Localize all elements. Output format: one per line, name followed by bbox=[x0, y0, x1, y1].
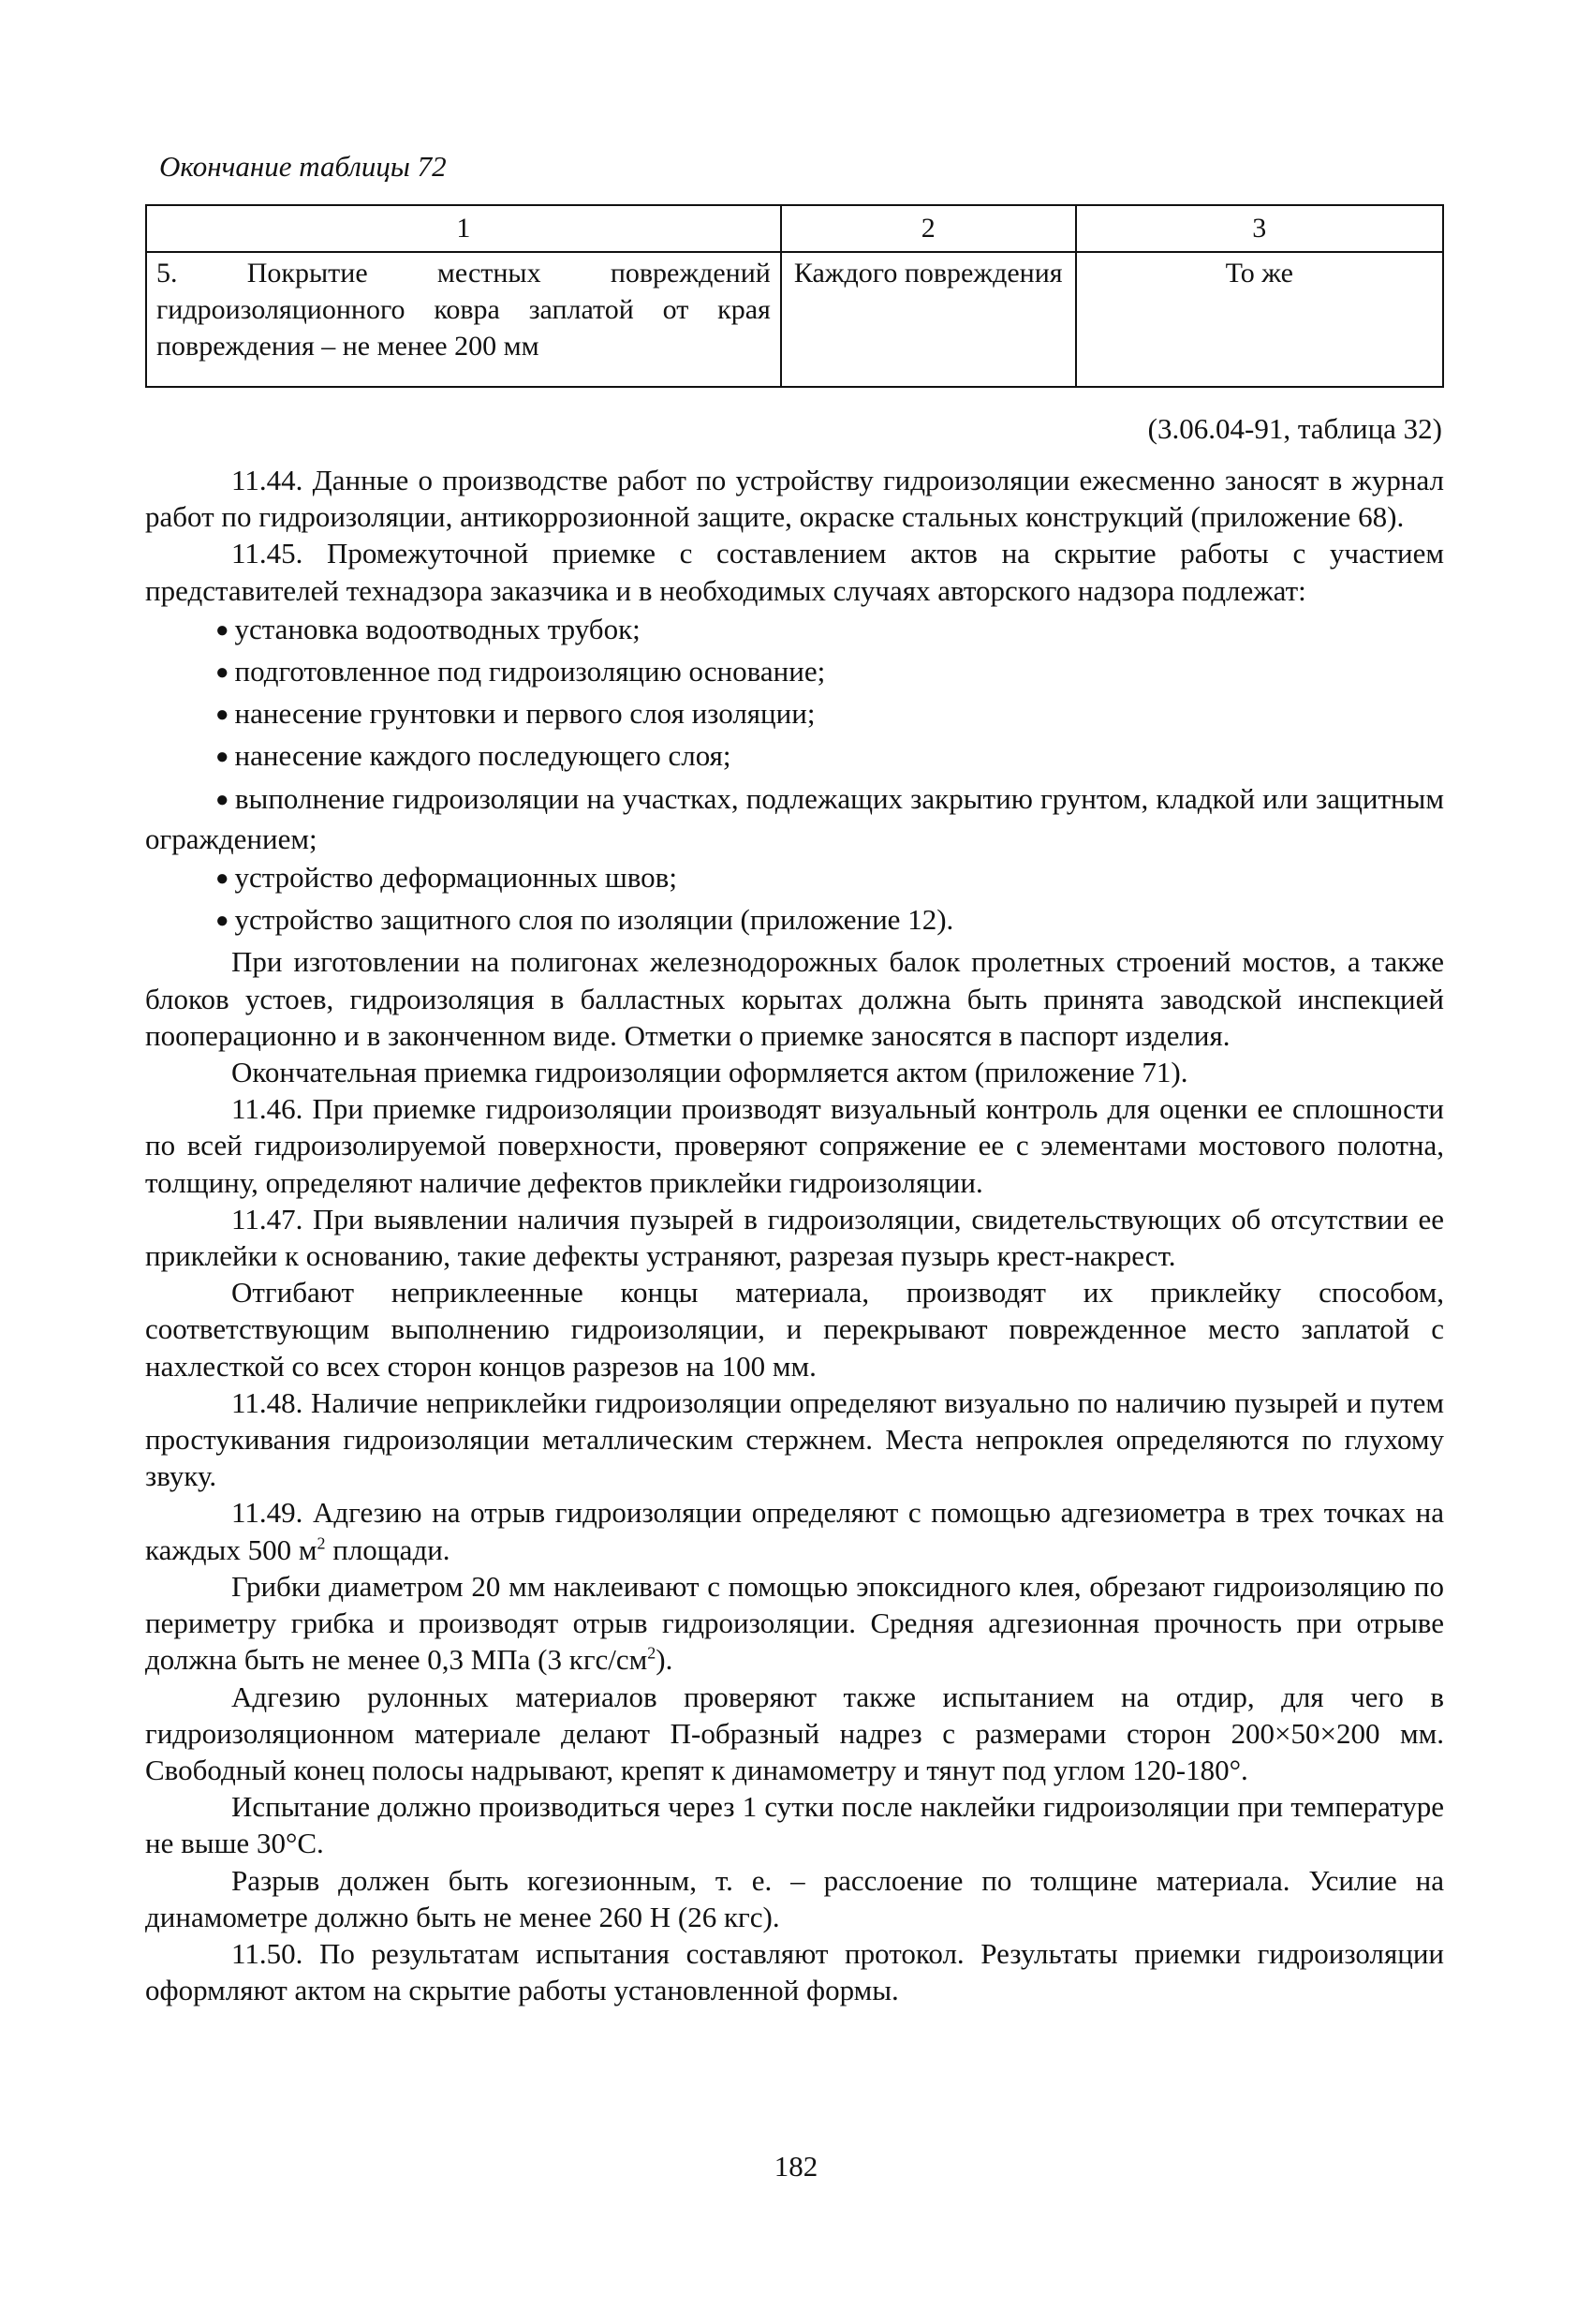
table-caption: Окончание таблицы 72 bbox=[159, 150, 447, 183]
table-cell-requirement: 5. Покрытие местных повреждений гидроизоляционного ковра заплатой от края повреждения – не менее 200 мм bbox=[146, 252, 781, 387]
paragraph-polygon: При изготовлении на полигонах железнодорожных балок пролетных строений мостов, а также блоков устоев, гидроизоляция в балластных корытах должна быть принята заводской инспекцией пооперационно и в законченном виде. Отметки о приемке заносятся в паспорт изделия. bbox=[145, 945, 1444, 1052]
table-cell-frequency: Каждого повреждения bbox=[781, 252, 1076, 387]
table-header-row bbox=[146, 205, 1443, 252]
bullet-icon: ● bbox=[215, 866, 229, 892]
table-header-cell: 2 bbox=[781, 205, 1076, 252]
paragraph-razryv: Разрыв должен быть когезионным, т. е. – расслоение по толщине материала. Усилие на динамометре должно быть не менее 260 Н (26 кгс). bbox=[145, 1863, 1444, 1933]
list-item: ● нанесение грунтовки и первого слоя изоляции; bbox=[215, 697, 816, 731]
bullet-icon: ● bbox=[215, 703, 229, 728]
paragraph-final-acceptance: Окончательная приемка гидроизоляции оформляется актом (приложение 71). bbox=[231, 1056, 1188, 1089]
paragraph-11-46: 11.46. При приемке гидроизоляции производят визуальный контроль для оценки ее сплошности по всей гидроизолируемой поверхности, проверяют сопряжение ее с элементами мостового полотна, толщину, определяют наличие дефектов приклейки гидроизоляции. bbox=[145, 1092, 1444, 1199]
list-item: ● выполнение гидроизоляции на участках, подлежащих закрытию грунтом, кладкой или защитным ограждением; bbox=[145, 781, 1444, 855]
bullet-icon: ● bbox=[215, 787, 229, 812]
paragraph-11-44: 11.44. Данные о производстве работ по устройству гидроизоляции ежесменно заносят в журнал работ по гидроизоляции, антикоррозионной защите, окраске стальных конструкций (приложение 68). bbox=[145, 464, 1444, 534]
table-row bbox=[146, 252, 1443, 387]
paragraph-otgibayut: Отгибают неприклеенные концы материала, производят их приклейку способом, соответствующим выполнению гидроизоляции, и перекрывают поврежденное место заплатой с нахлесткой со всех сторон концов разрезов на 100 мм. bbox=[145, 1276, 1444, 1383]
document-body bbox=[145, 462, 1444, 2008]
table-header-cell: 1 bbox=[146, 205, 781, 252]
paragraph-11-49: 11.49. Адгезию на отрыв гидроизоляции определяют с помощью адгезиометра в трех точках на каждых 500 $м^2$ площади. bbox=[145, 1496, 1444, 1566]
list-item: ● устройство защитного слоя по изоляции (приложение 12). bbox=[215, 903, 954, 937]
paragraph-11-48: 11.48. Наличие неприклейки гидроизоляции определяют визуально по наличию пузырей и путем простукивания гидроизоляции металлическим стержнем. Места непроклея определяются по глухому звуку. bbox=[145, 1385, 1444, 1493]
list-item: ● установка водоотводных трубок; bbox=[215, 612, 641, 645]
page-number: 182 bbox=[774, 2150, 818, 2183]
bullet-icon: ● bbox=[215, 660, 229, 686]
paragraph-rulon: Адгезию рулонных материалов проверяют также испытанием на отдир, для чего в гидроизоляционном материале делают П-образный надрез с размерами сторон 200×50×200 мм. Свободный конец полосы надрывают, крепят к динамометру и тянут под углом 120-180°. bbox=[145, 1680, 1444, 1786]
bullet-icon: ● bbox=[215, 745, 229, 770]
table-cell-method: То же bbox=[1076, 252, 1443, 387]
list-item: ● устройство деформационных швов; bbox=[215, 861, 677, 895]
paragraph-11-50: 11.50. По результатам испытания составляют протокол. Результаты приемки гидроизоляции оформляют актом на скрытие работы установленной формы. bbox=[145, 1936, 1444, 2007]
list-item: ● подготовленное под гидроизоляцию основание; bbox=[215, 655, 826, 688]
bullet-icon: ● bbox=[215, 617, 229, 643]
table-72 bbox=[145, 204, 1444, 388]
list-item: ● нанесение каждого последующего слоя; bbox=[215, 739, 731, 773]
paragraph-test-conditions: Испытание должно производиться через 1 сутки после наклейки гидроизоляции при температуре не выше 30°С. bbox=[145, 1790, 1444, 1860]
table-header-cell: 3 bbox=[1076, 205, 1443, 252]
bullet-icon: ● bbox=[215, 909, 229, 934]
paragraph-gribki: Грибки диаметром 20 мм наклеивают с помощью эпоксидного клея, обрезают гидроизоляцию по периметру грибка и производят отрыв гидроизоляции. Средняя адгезионная прочность при отрыве должна быть не менее 0,3 МПа (3 кгс/$см^2$). bbox=[145, 1569, 1444, 1677]
paragraph-11-47: 11.47. При выявлении наличия пузырей в гидроизоляции, свидетельствующих об отсутствии ее приклейки к основанию, такие дефекты устраняют, разрезая пузырь крест-накрест. bbox=[145, 1202, 1444, 1273]
paragraph-11-45: 11.45. Промежуточной приемке с составлением актов на скрытие работы с участием представителей технадзора заказчика и в необходимых случаях авторского надзора подлежат: bbox=[145, 537, 1444, 607]
table-reference: (3.06.04-91, таблица 32) bbox=[1147, 412, 1442, 445]
